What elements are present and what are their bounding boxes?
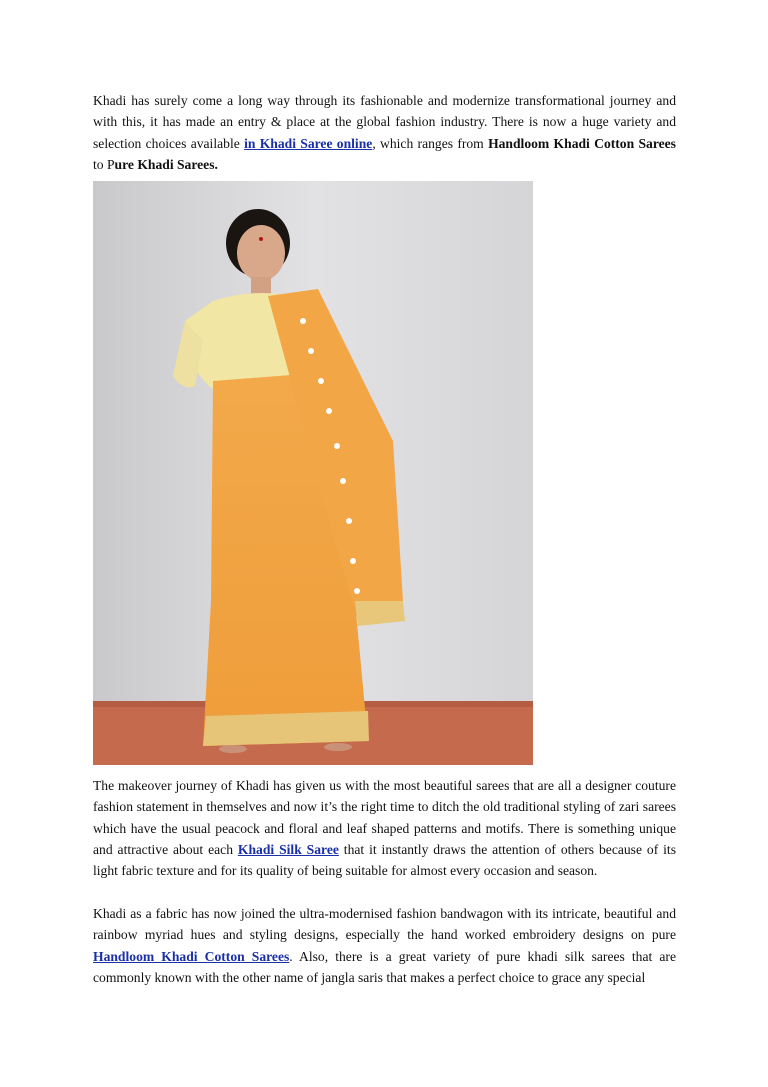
text-segment: Khadi as a fabric has now joined the ultra-modernised fashion bandwagon with its intricate, beautiful and rainbow myriad hues and styling designs, especially the hand worked embroidery designs on pure <box>93 906 676 943</box>
bold-text: ure Khadi Sarees. <box>114 156 218 172</box>
saree-model-photo <box>93 181 533 765</box>
text-segment: The makeover journey of Khadi has given us with the most beautiful sarees that are all a designer couture fashion statement in themselves and now it’s the right time to ditch the old traditional styling of zari sarees which have the usual peacock and floral and leaf shaped patterns and motifs. There is something unique and attractive about each <box>93 778 676 857</box>
text-segment: . Also, there is a great variety of pure khadi silk sarees that are commonly known with the other name of jangla saris that makes a perfect choice to grace any special <box>93 948 676 985</box>
khadi-silk-saree-link[interactable]: Khadi Silk Saree <box>237 841 339 857</box>
intro-paragraph <box>93 90 676 175</box>
text-segment: that it instantly draws the attention of others because of its light fabric texture and for its quality of being suitable for almost every occasion and season. <box>93 841 676 879</box>
text-segment: , which ranges from <box>372 135 489 151</box>
text-segment: Khadi has surely come a long way through its fashionable and modernize transformational journey and with this, it has made an entry & place at the global fashion industry. There is now a huge variety and selection choices available <box>93 93 676 151</box>
bold-text: Handloom Khadi Cotton Sarees <box>488 135 676 151</box>
handloom-khadi-cotton-sarees-link[interactable]: Handloom Khadi Cotton Sarees <box>93 948 290 964</box>
fabric-paragraph <box>93 903 676 988</box>
text-segment: to P <box>93 156 115 172</box>
makeover-paragraph <box>93 775 676 881</box>
khadi-saree-online-link[interactable]: in Khadi Saree online <box>244 135 373 151</box>
